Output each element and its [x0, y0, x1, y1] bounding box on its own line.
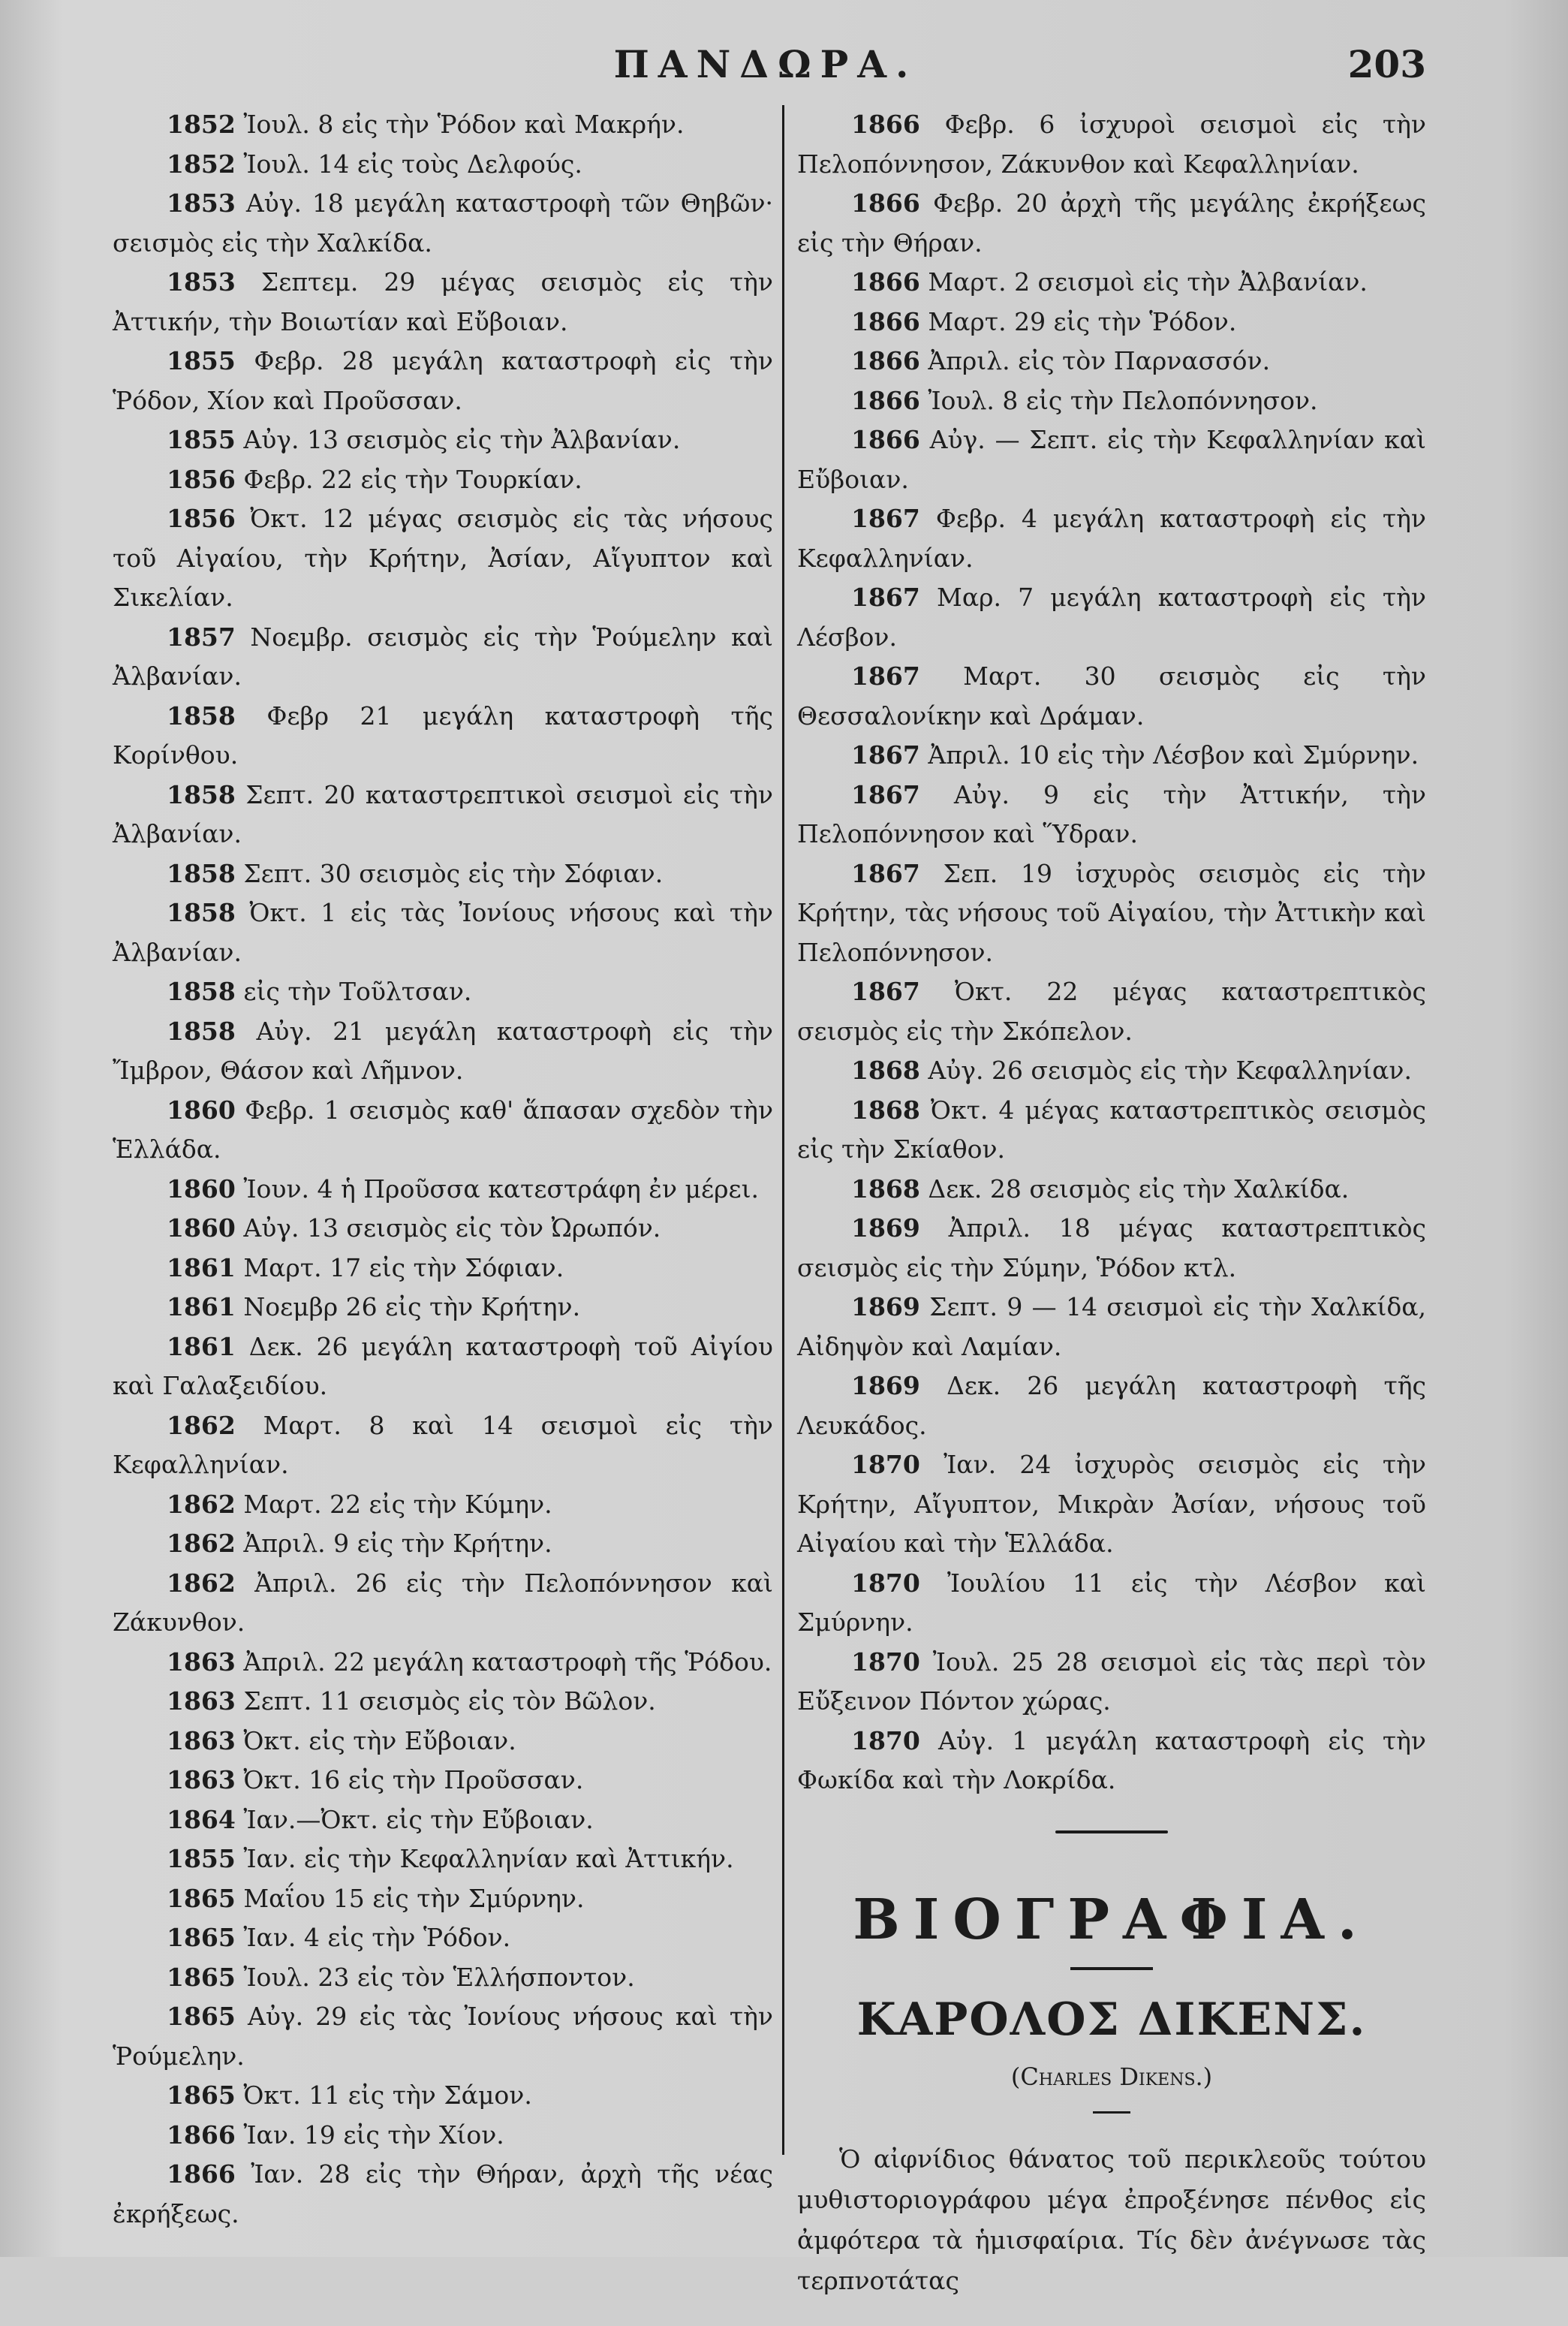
- entry-year: 1865: [167, 1883, 236, 1913]
- entry-text: Ἰουν. 4 ἡ Προῦσσα κατεστράφη ἐν μέρει.: [243, 1174, 760, 1204]
- chronology-entry: [113, 499, 773, 618]
- entry-year: 1867: [851, 740, 920, 770]
- chronology-entry: [113, 1091, 773, 1170]
- chronology-entry: [113, 420, 773, 460]
- chronology-entry: [113, 1327, 773, 1406]
- section-separator: [1055, 1830, 1168, 1833]
- chronology-entry: [797, 263, 1426, 303]
- entry-text: Νοεμβρ 26 εἰς τὴν Κρήτην.: [243, 1292, 581, 1321]
- entry-text: Ὀκτ. εἰς τὴν Εὔβοιαν.: [243, 1725, 516, 1755]
- entry-text: Ἰαν.—Ὀκτ. εἰς τὴν Εὔβοιαν.: [243, 1804, 594, 1834]
- chronology-entry: [113, 2155, 773, 2234]
- entry-year: 1868: [851, 1095, 920, 1125]
- entry-text: Αὐγ. 26 σεισμὸς εἰς τὴν Κεφαλληνίαν.: [928, 1056, 1412, 1085]
- entry-text: Αὐγ. 18 μεγάλη καταστροφὴ τῶν Θηβῶν· σεισμὸς εἰς τὴν Χαλκίδα.: [113, 188, 774, 258]
- entry-text: Ἰουλ. 14 εἰς τοὺς Δελφούς.: [243, 149, 582, 179]
- chronology-entry: [113, 972, 773, 1012]
- chronology-entry: [113, 1682, 773, 1722]
- entry-year: 1863: [167, 1647, 236, 1677]
- chronology-entry: [797, 1564, 1426, 1643]
- chronology-entry: [113, 145, 773, 185]
- chronology-entry: [113, 1839, 773, 1879]
- name-underline: [1093, 2111, 1130, 2114]
- left-column: [113, 105, 773, 2234]
- entry-year: 1860: [167, 1213, 236, 1243]
- entry-text: Σεπτ. 11 σεισμὸς εἰς τὸν Βῶλον.: [243, 1686, 656, 1716]
- chronology-entry: [797, 1288, 1426, 1366]
- entry-year: 1853: [167, 188, 236, 218]
- section-title: ΒΙΟΓΡΑΦΙΑ.: [853, 1887, 1371, 1952]
- entry-year: 1866: [851, 425, 920, 454]
- entry-year: 1870: [851, 1568, 920, 1598]
- entry-text: Ἀπριλ. 9 εἰς τὴν Κρήτην.: [243, 1529, 552, 1558]
- entry-text: Ὀκτ. 1 εἰς τὰς Ἰονίους νήσους καὶ τὴν Ἀλβανίαν.: [113, 898, 773, 967]
- chronology-entry: [797, 1209, 1426, 1288]
- entry-text: Ἰαν. 24 ἰσχυρὸς σεισμὸς εἰς τὴν Κρήτην, Αἴγυπτον, Μικρὰν Ἀσίαν, νήσους τοῦ Αἰγαίου καὶ τὴν Ἑλλάδα.: [797, 1450, 1426, 1558]
- entry-year: 1870: [851, 1725, 920, 1755]
- entry-year: 1867: [851, 858, 920, 888]
- entry-text: Ἰουλ. 25 28 σεισμοὶ εἰς τὰς περὶ τὸν Εὔξεινον Πόντον χώρας.: [797, 1647, 1426, 1716]
- entry-text: Μαρτ. 29 εἰς τὴν Ῥόδον.: [928, 306, 1237, 336]
- chronology-entry: [113, 1800, 773, 1840]
- entry-year: 1866: [851, 306, 920, 336]
- entry-text: Φεβρ. 1 σεισμὸς καθ' ἅπασαν σχεδὸν τὴν Ἑλλάδα.: [113, 1095, 774, 1164]
- entry-year: 1863: [167, 1765, 236, 1794]
- chronology-entry: [113, 1249, 773, 1288]
- chronology-entry: [113, 2076, 773, 2116]
- entry-year: 1867: [851, 977, 920, 1006]
- entry-text: Σεπτ. 30 σεισμὸς εἰς τὴν Σόφιαν.: [243, 858, 664, 888]
- entry-text: Νοεμβρ. σεισμὸς εἰς τὴν Ῥούμελην καὶ Ἀλβανίαν.: [113, 622, 773, 691]
- chronology-entry: [113, 1170, 773, 1210]
- entry-year: 1866: [167, 2159, 236, 2189]
- entry-year: 1853: [167, 267, 236, 297]
- entry-year: 1869: [851, 1213, 920, 1243]
- title-underline: [1070, 1967, 1153, 1970]
- entry-year: 1866: [851, 385, 920, 415]
- chronology-entry: [797, 578, 1426, 657]
- entry-text: Αὐγ. 13 σεισμὸς εἰς τὴν Ἀλβανίαν.: [243, 425, 681, 454]
- entry-year: 1852: [167, 149, 236, 179]
- chronology-entry: [797, 184, 1426, 263]
- entry-year: 1856: [167, 504, 236, 533]
- chronology-entry: [113, 854, 773, 894]
- column-divider: [782, 105, 784, 2155]
- entry-year: 1862: [167, 1529, 236, 1558]
- entry-year: 1867: [851, 504, 920, 533]
- chronology-entry: [797, 420, 1426, 499]
- chronology-entry: [113, 184, 773, 263]
- entry-year: 1860: [167, 1095, 236, 1125]
- entry-year: 1869: [851, 1292, 920, 1321]
- chronology-entry: [113, 1761, 773, 1800]
- entry-text: Ὀκτ. 11 εἰς τὴν Σάμον.: [243, 2080, 532, 2110]
- entry-year: 1856: [167, 464, 236, 494]
- entry-year: 1862: [167, 1568, 236, 1598]
- chronology-entry: [797, 1643, 1426, 1722]
- entry-year: 1867: [851, 583, 920, 612]
- entry-text: Ἰουλ. 23 εἰς τὸν Ἑλλήσποντον.: [243, 1962, 635, 1992]
- entry-year: 1863: [167, 1686, 236, 1716]
- entry-year: 1864: [167, 1804, 236, 1834]
- chronology-entry: [113, 1564, 773, 1643]
- entry-year: 1865: [167, 1923, 236, 1952]
- right-column-entries: [797, 105, 1426, 1800]
- chronology-entry: [797, 657, 1426, 736]
- entry-year: 1860: [167, 1174, 236, 1204]
- chronology-entry: [797, 499, 1426, 578]
- chronology-entry: [797, 972, 1426, 1051]
- chronology-entry: [797, 303, 1426, 342]
- entry-text: Φεβρ. 6 ἰσχυροὶ σεισμοὶ εἰς τὴν Πελοπόννησον, Ζάκυνθον καὶ Κεφαλληνίαν.: [797, 110, 1426, 179]
- entry-year: 1867: [851, 779, 920, 809]
- chronology-entry: [113, 1643, 773, 1683]
- chronology-entry: [113, 697, 773, 776]
- entry-year: 1862: [167, 1410, 236, 1440]
- entry-year: 1852: [167, 110, 236, 139]
- entry-year: 1867: [851, 661, 920, 691]
- chronology-entry: [113, 1288, 773, 1327]
- entry-year: 1861: [167, 1331, 236, 1361]
- entry-year: 1866: [167, 2120, 236, 2150]
- chronology-entry: [113, 263, 773, 342]
- chronology-entry: [113, 1722, 773, 1761]
- entry-text: Μαρτ. 2 σεισμοὶ εἰς τὴν Ἀλβανίαν.: [928, 267, 1368, 297]
- chronology-entry: [113, 1209, 773, 1249]
- entry-text: Αὐγ. 29 εἰς τὰς Ἰονίους νήσους καὶ τὴν Ῥούμελην.: [113, 2002, 773, 2071]
- entry-text: Ἀπριλ. 10 εἰς τὴν Λέσβον καὶ Σμύρνην.: [928, 740, 1419, 770]
- chronology-entry: [113, 1524, 773, 1564]
- chronology-entry: [113, 1879, 773, 1919]
- chronology-entry: [113, 1485, 773, 1525]
- entry-year: 1869: [851, 1371, 920, 1400]
- entry-year: 1858: [167, 1016, 236, 1046]
- entry-year: 1855: [167, 1844, 236, 1873]
- chronology-entry: [113, 1958, 773, 1998]
- page-header: [105, 42, 1426, 95]
- entry-text: Ὀκτ. 12 μέγας σεισμὸς εἰς τὰς νήσους τοῦ Αἰγαίου, τὴν Κρήτην, Ἀσίαν, Αἴγυπτον καὶ Σικελίαν.: [113, 504, 773, 612]
- entry-year: 1866: [851, 267, 920, 297]
- entry-year: 1858: [167, 701, 236, 731]
- entry-year: 1858: [167, 977, 236, 1006]
- entry-year: 1865: [167, 2002, 236, 2031]
- entry-text: Σεπτ. 20 καταστρεπτικοὶ σεισμοὶ εἰς τὴν Ἀλβανίαν.: [113, 779, 773, 848]
- chronology-entry: [113, 1012, 773, 1091]
- entry-text: Σεπτ. 9 — 14 σεισμοὶ εἰς τὴν Χαλκίδα, Αἰδηψὸν καὶ Λαμίαν.: [797, 1292, 1426, 1361]
- entry-text: Φεβρ. 28 μεγάλη καταστροφὴ εἰς τὴν Ῥόδον, Χίον καὶ Προῦσσαν.: [113, 346, 773, 415]
- chronology-entry: [797, 776, 1426, 854]
- entry-text: Μαρτ. 22 εἰς τὴν Κύμην.: [243, 1489, 552, 1519]
- entry-text: Μαρ. 7 μεγάλη καταστροφὴ εἰς τὴν Λέσβον.: [797, 583, 1426, 652]
- entry-year: 1865: [167, 1962, 236, 1992]
- entry-text: Αὐγ. 13 σεισμὸς εἰς τὸν Ὠρωπόν.: [243, 1213, 661, 1243]
- entry-text: Μαρτ. 8 καὶ 14 σεισμοὶ εἰς τὴν Κεφαλληνίαν.: [113, 1410, 773, 1479]
- entry-year: 1862: [167, 1489, 236, 1519]
- entry-year: 1857: [167, 622, 236, 652]
- entry-text: Ἰαν. 19 εἰς τὴν Χίον.: [243, 2120, 504, 2150]
- chronology-entry: [797, 1051, 1426, 1091]
- chronology-entry: [113, 776, 773, 854]
- entry-year: 1861: [167, 1252, 236, 1282]
- entry-text: Αὐγ. 21 μεγάλη καταστροφὴ εἰς τὴν Ἴμβρον, Θάσον καὶ Λῆμνον.: [113, 1016, 773, 1085]
- page-number: 203: [1347, 42, 1426, 86]
- entry-text: Δεκ. 26 μεγάλη καταστροφὴ τοῦ Αἰγίου καὶ Γαλαξειδίου.: [113, 1331, 773, 1400]
- entry-year: 1861: [167, 1292, 236, 1321]
- chronology-entry: [113, 2116, 773, 2156]
- entry-text: Αὐγ. 9 εἰς τὴν Ἀττικήν, τὴν Πελοπόννησον καὶ Ὕδραν.: [797, 779, 1426, 848]
- entry-year: 1868: [851, 1056, 920, 1085]
- chronology-entry: [113, 893, 773, 972]
- entry-year: 1863: [167, 1725, 236, 1755]
- chronology-entry: [113, 1406, 773, 1485]
- chronology-entry: [797, 854, 1426, 973]
- chronology-entry: [797, 1445, 1426, 1564]
- entry-text: Φεβρ. 4 μεγάλη καταστροφὴ εἰς τὴν Κεφαλληνίαν.: [797, 504, 1426, 573]
- entry-text: Δεκ. 28 σεισμὸς εἰς τὴν Χαλκίδα.: [928, 1174, 1350, 1204]
- entry-text: Μαρτ. 30 σεισμὸς εἰς τὴν Θεσσαλονίκην καὶ Δράμαν.: [797, 661, 1426, 731]
- chronology-entry: [797, 1366, 1426, 1445]
- chronology-entry: [113, 1918, 773, 1958]
- entry-text: Φεβρ 21 μεγάλη καταστροφὴ τῆς Κορίνθου.: [113, 701, 773, 770]
- right-column: [797, 105, 1426, 2326]
- entry-text: Ἀπριλ. εἰς τὸν Παρνασσόν.: [928, 346, 1271, 375]
- entry-year: 1868: [851, 1174, 920, 1204]
- chronology-entry: [797, 381, 1426, 421]
- entry-text: Αὐγ. — Σεπτ. εἰς τὴν Κεφαλληνίαν καὶ Εὔβοιαν.: [797, 425, 1426, 494]
- entry-text: Ὀκτ. 16 εἰς τὴν Προῦσσαν.: [243, 1765, 584, 1794]
- chronology-entry: [113, 342, 773, 420]
- chronology-entry: [797, 1170, 1426, 1210]
- entry-text: Ἀπριλ. 22 μεγάλη καταστροφὴ τῆς Ῥόδου.: [243, 1647, 772, 1677]
- entry-text: Ἰαν. 28 εἰς τὴν Θήραν, ἀρχὴ τῆς νέας ἐκρήξεως.: [113, 2159, 773, 2228]
- entry-year: 1865: [167, 2080, 236, 2110]
- biography-subject-name: ΚΑΡΟΛΟΣ ΔΙΚΕΝΣ.: [856, 1993, 1367, 2046]
- entry-text: Ὀκτ. 22 μέγας καταστρεπτικὸς σεισμὸς εἰς τὴν Σκόπελον.: [797, 977, 1426, 1046]
- chronology-entry: [797, 1091, 1426, 1170]
- entry-text: εἰς τὴν Τοῦλτσαν.: [243, 977, 472, 1006]
- chronology-entry: [797, 105, 1426, 184]
- entry-year: 1855: [167, 425, 236, 454]
- entry-text: Φεβρ. 20 ἀρχὴ τῆς μεγάλης ἐκρήξεως εἰς τὴν Θήραν.: [797, 188, 1426, 258]
- entry-year: 1870: [851, 1647, 920, 1677]
- entry-text: Σεπτεμ. 29 μέγας σεισμὸς εἰς τὴν Ἀττικήν, τὴν Βοιωτίαν καὶ Εὔβοιαν.: [113, 267, 773, 336]
- entry-year: 1866: [851, 188, 920, 218]
- journal-title: ΠΑΝΔΩΡΑ.: [613, 42, 918, 86]
- chronology-entry: [113, 105, 773, 145]
- entry-text: Ἰαν. εἰς τὴν Κεφαλληνίαν καὶ Ἀττικήν.: [243, 1844, 734, 1873]
- entry-text: Αὐγ. 1 μεγάλη καταστροφὴ εἰς τὴν Φωκίδα καὶ τὴν Λοκρίδα.: [797, 1725, 1426, 1794]
- chronology-entry: [797, 342, 1426, 381]
- entry-text: Ἰαν. 4 εἰς τὴν Ῥόδον.: [243, 1923, 511, 1952]
- entry-text: Δεκ. 26 μεγάλη καταστροφὴ τῆς Λευκάδος.: [797, 1371, 1426, 1440]
- entry-text: Μαΐου 15 εἰς τὴν Σμύρνην.: [243, 1883, 585, 1913]
- entry-year: 1858: [167, 779, 236, 809]
- entry-text: Ἀπριλ. 18 μέγας καταστρεπτικὸς σεισμὸς εἰς τὴν Σύμην, Ῥόδον κτλ.: [797, 1213, 1426, 1282]
- entry-year: 1858: [167, 898, 236, 927]
- entry-text: Ἰουλίου 11 εἰς τὴν Λέσβον καὶ Σμύρνην.: [797, 1568, 1426, 1637]
- chronology-entry: [797, 736, 1426, 776]
- entry-text: Ἀπριλ. 26 εἰς τὴν Πελοπόννησον καὶ Ζάκυνθον.: [113, 1568, 773, 1637]
- biography-original-name: (Charles Dikens.): [1010, 2062, 1213, 2091]
- entry-text: Ἰουλ. 8 εἰς τὴν Ῥόδον καὶ Μακρήν.: [243, 110, 685, 139]
- entry-text: Φεβρ. 22 εἰς τὴν Τουρκίαν.: [243, 464, 582, 494]
- chronology-entry: [797, 1722, 1426, 1800]
- entry-year: 1866: [851, 110, 920, 139]
- chronology-entry: [113, 618, 773, 697]
- chronology-entry: [113, 460, 773, 500]
- entry-text: Ὀκτ. 4 μέγας καταστρεπτικὸς σεισμὸς εἰς τὴν Σκίαθον.: [797, 1095, 1426, 1164]
- entry-year: 1855: [167, 346, 236, 375]
- entry-year: 1870: [851, 1450, 920, 1479]
- biography-paragraph: Ὁ αἰφνίδιος θάνατος τοῦ περικλεοῦς τούτου μυθιστοριογράφου μέγα ἐπροξένησε πένθος εἰς ἀμφότερα τὰ ἡμισφαίρια. Τίς δὲν ἀνέγνωσε τὰς τερπνοτάτας: [797, 2144, 1426, 2295]
- entry-text: Ἰουλ. 8 εἰς τὴν Πελοπόννησον.: [928, 385, 1318, 415]
- entry-year: 1858: [167, 858, 236, 888]
- entry-year: 1866: [851, 346, 920, 375]
- chronology-entry: [113, 1997, 773, 2076]
- entry-text: Σεπ. 19 ἰσχυρὸς σεισμὸς εἰς τὴν Κρήτην, τὰς νήσους τοῦ Αἰγαίου, τὴν Ἀττικὴν καὶ Πελοπόννησον.: [797, 858, 1426, 967]
- entry-text: Μαρτ. 17 εἰς τὴν Σόφιαν.: [243, 1252, 564, 1282]
